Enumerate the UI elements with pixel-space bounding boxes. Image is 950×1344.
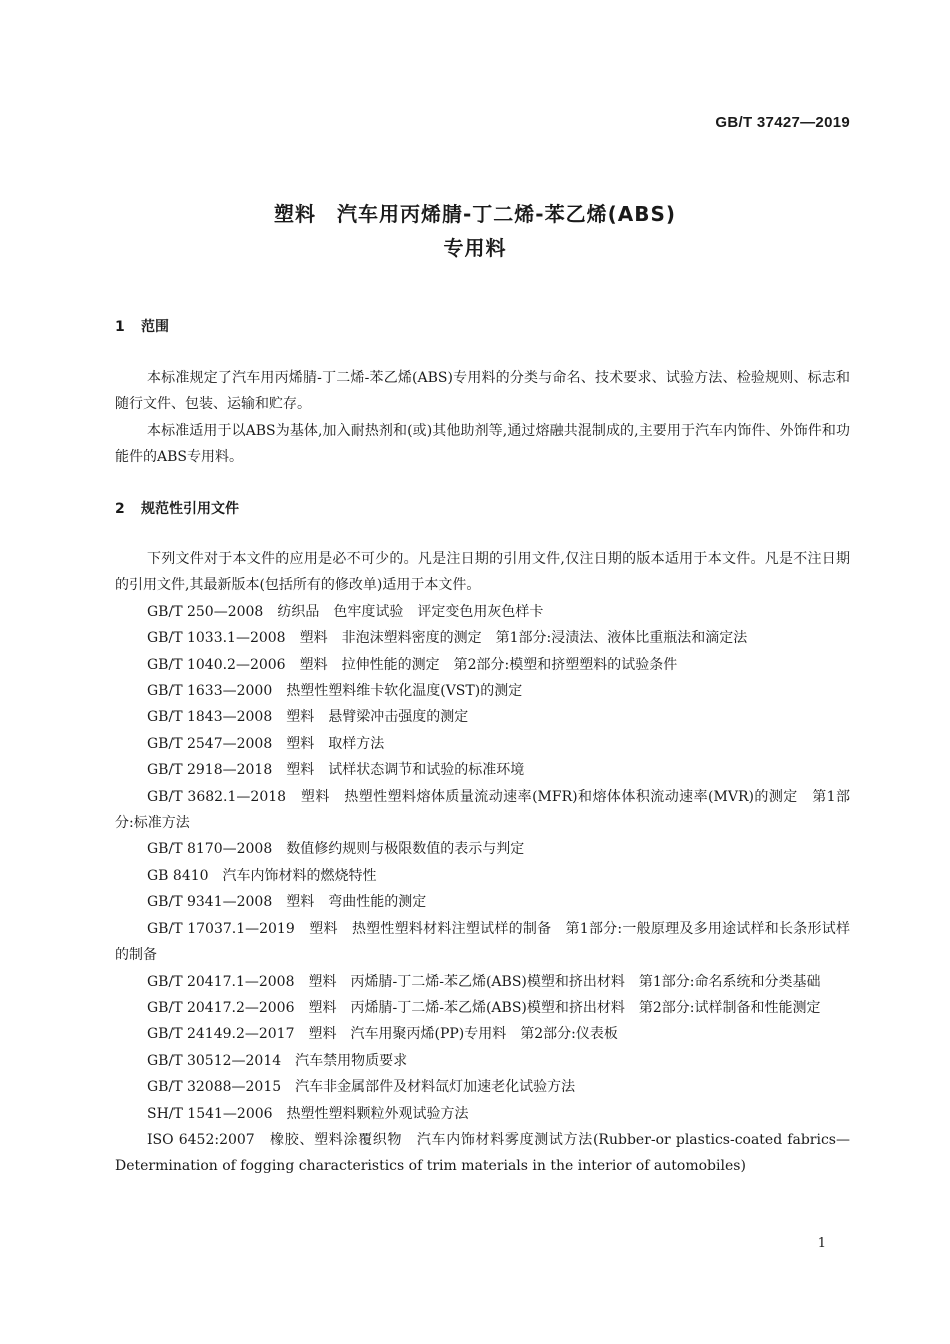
paragraph: 本标准规定了汽车用丙烯腈-丁二烯-苯乙烯(ABS)专用料的分类与命名、技术要求、试验方法、检验规则、标志和随行文件、包装、运输和贮存。 [115,370,850,413]
paragraph: 本标准适用于以ABS为基体,加入耐热剂和(或)其他助剂等,通过熔融共混制成的,主要用于汽车内饰件、外饰件和功能件的ABS专用料。 [115,422,850,466]
title-line-1: 塑料 汽车用丙烯腈-丁二烯-苯乙烯(ABS) [273,202,676,226]
section-2-intro: 下列文件对于本文件的应用是必不可少的。凡是注日期的引用文件,仅注日期的版本适用于本文件。凡是不注日期的引用文件,其最新版本(包括所有的修改单)适用于本文件。 [115,551,850,594]
standard-code: GB/T 37427—2019 [715,114,850,131]
reference-item: ISO 6452:2007 橡胶、塑料涂覆织物 汽车内饰材料雾度测试方法(Rubber-or plastics-coated fabrics—Determination of fogging characteristics of trim materials in the interior of automobiles) [115,1131,850,1175]
page-number: 1 [817,1236,826,1251]
reference-item: GB/T 30512—2014 汽车禁用物质要求 [147,1052,408,1069]
reference-item: GB/T 17037.1—2019 塑料 热塑性塑料材料注塑试样的制备 第1部分:一般原理及多用途试样和长条形试样的制备 [115,920,850,964]
reference-item: SH/T 1541—2006 热塑性塑料颗粒外观试验方法 [147,1105,469,1122]
section-2-body [115,546,850,1180]
section-2-title: 规范性引用文件 [141,501,239,517]
reference-item: GB/T 24149.2—2017 塑料 汽车用聚丙烯(PP)专用料 第2部分:仪表板 [147,1026,618,1043]
section-1-body [115,365,850,471]
reference-item: GB/T 1843—2008 塑料 悬臂梁冲击强度的测定 [147,709,469,726]
reference-item: GB/T 9341—2008 塑料 弯曲性能的测定 [147,894,427,911]
reference-item: GB 8410 汽车内饰材料的燃烧特性 [147,867,377,884]
title-line-2: 专用料 [443,236,507,260]
reference-item: GB/T 250—2008 纺织品 色牢度试验 评定变色用灰色样卡 [147,603,544,620]
reference-item: GB/T 1040.2—2006 塑料 拉伸性能的测定 第2部分:模塑和挤塑塑料的试验条件 [147,656,678,673]
document-title [0,197,950,265]
section-2-number: 2 [115,501,125,517]
section-1-heading [115,316,169,336]
reference-item: GB/T 2918—2018 塑料 试样状态调节和试验的标准环境 [147,762,525,779]
reference-item: GB/T 32088—2015 汽车非金属部件及材料氙灯加速老化试验方法 [147,1079,576,1096]
section-2-heading [115,498,239,518]
reference-item: GB/T 2547—2008 塑料 取样方法 [147,735,385,752]
reference-item: GB/T 20417.2—2006 塑料 丙烯腈-丁二烯-苯乙烯(ABS)模塑和挤出材料 第2部分:试样制备和性能测定 [147,999,821,1016]
reference-item: GB/T 8170—2008 数值修约规则与极限数值的表示与判定 [147,841,525,858]
section-1-number: 1 [115,319,125,335]
reference-item: GB/T 20417.1—2008 塑料 丙烯腈-丁二烯-苯乙烯(ABS)模塑和挤出材料 第1部分:命名系统和分类基础 [147,973,821,990]
section-1-title: 范围 [141,319,169,335]
reference-item: GB/T 3682.1—2018 塑料 热塑性塑料熔体质量流动速率(MFR)和熔体体积流动速率(MVR)的测定 第1部分:标准方法 [115,788,850,832]
reference-item: GB/T 1633—2000 热塑性塑料维卡软化温度(VST)的测定 [147,683,523,700]
reference-item: GB/T 1033.1—2008 塑料 非泡沫塑料密度的测定 第1部分:浸渍法、液体比重瓶法和滴定法 [147,630,748,647]
